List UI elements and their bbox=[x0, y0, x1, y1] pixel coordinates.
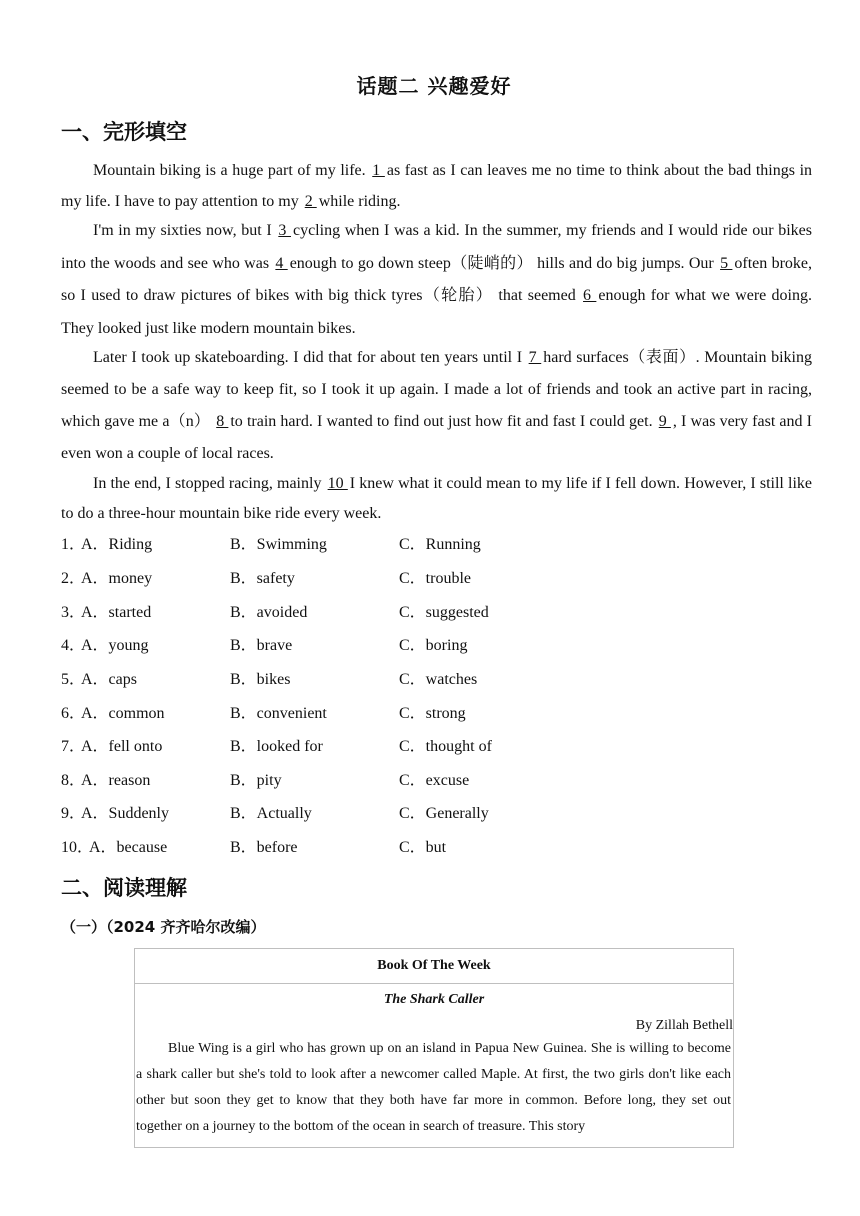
question-number: 9． bbox=[61, 805, 86, 822]
blank-5: 5 bbox=[720, 254, 733, 272]
option-b: B．Swimming bbox=[230, 536, 327, 553]
option-row-2 bbox=[61, 567, 761, 591]
option-c: C．suggested bbox=[399, 604, 489, 621]
question-number: 7． bbox=[61, 738, 86, 755]
question-number: 4． bbox=[61, 637, 86, 654]
option-b: B．brave bbox=[230, 637, 293, 654]
section-heading-cloze: 一、完形填空 bbox=[61, 120, 187, 144]
book-title: The Shark Caller bbox=[383, 992, 485, 1007]
blank-1: 1 bbox=[372, 162, 385, 179]
option-row-8 bbox=[61, 769, 761, 793]
text-run: to train hard. I wanted to find out just how fit and fast I could get. bbox=[230, 413, 657, 430]
book-description-text: Blue Wing is a girl who has grown up on an island in Papua New Guinea. She is willing to become a shark caller but she's told to look after a newcomer called Maple. At first, the two girls don't like each other but soon they get to know that they both have far more in common. Before long, they set out together on a journey to the bottom of the ocean in search of treasure. This story bbox=[136, 1041, 731, 1134]
blank-8: 8 bbox=[216, 413, 229, 430]
cloze-paragraph-1 bbox=[61, 155, 812, 217]
text-run: often broke, so I used to draw pictures of bikes with big thick tyres（轮胎） that seemed bbox=[61, 254, 813, 304]
option-row-6 bbox=[61, 702, 761, 726]
option-c: C．Generally bbox=[399, 805, 489, 822]
book-description bbox=[135, 1036, 733, 1140]
blank-7: 7 bbox=[528, 349, 542, 366]
blank-3: 3 bbox=[278, 222, 291, 239]
option-b: B．bikes bbox=[230, 671, 291, 688]
page-title: 话题二 兴趣爱好 bbox=[356, 74, 512, 98]
option-row-1 bbox=[61, 533, 761, 557]
cloze-paragraph-2 bbox=[61, 215, 812, 345]
section-heading-reading: 二、阅读理解 bbox=[61, 876, 187, 900]
option-c: C．but bbox=[399, 839, 447, 856]
book-box bbox=[134, 948, 734, 1148]
option-row-9 bbox=[61, 802, 761, 826]
question-number: 1． bbox=[61, 536, 86, 553]
book-box-header: Book Of The Week bbox=[135, 949, 733, 984]
blank-9: 9 bbox=[658, 413, 671, 430]
option-a: A．young bbox=[81, 637, 149, 654]
option-b: B．avoided bbox=[230, 604, 308, 621]
option-row-3 bbox=[61, 601, 761, 625]
option-c: C．watches bbox=[399, 671, 478, 688]
text-run: I'm in my sixties now, but I bbox=[93, 222, 277, 239]
question-number: 5． bbox=[61, 671, 86, 688]
text-run: In the end, I stopped racing, mainly bbox=[93, 475, 326, 492]
text-run: , I was very fast and I even won a couple of local races. bbox=[61, 413, 813, 462]
option-c: C．boring bbox=[399, 637, 468, 654]
option-a: A．caps bbox=[81, 671, 137, 688]
question-number: 6． bbox=[61, 705, 86, 722]
question-number: 2． bbox=[61, 570, 86, 587]
cloze-paragraph-3 bbox=[61, 342, 812, 470]
option-b: B．pity bbox=[230, 772, 282, 789]
option-b: B．convenient bbox=[230, 705, 327, 722]
option-b: B．safety bbox=[230, 570, 295, 587]
option-a: A．because bbox=[89, 839, 168, 856]
option-a: A．fell onto bbox=[81, 738, 163, 755]
blank-4: 4 bbox=[275, 254, 288, 272]
subsection-heading: （一）（2024 齐齐哈尔改编） bbox=[61, 918, 266, 936]
text-run: Mountain biking is a huge part of my life. bbox=[93, 162, 371, 179]
text-run: while riding. bbox=[318, 193, 401, 210]
text-run: enough for what we were doing. They looked just like modern mountain bikes. bbox=[61, 287, 813, 337]
option-c: C．excuse bbox=[399, 772, 470, 789]
option-a: A．started bbox=[81, 604, 152, 621]
cloze-paragraph-4 bbox=[61, 469, 812, 529]
question-number: 8． bbox=[61, 772, 86, 789]
option-a: A．Suddenly bbox=[81, 805, 170, 822]
option-a: A．money bbox=[81, 570, 153, 587]
option-a: A．reason bbox=[81, 772, 151, 789]
blank-2: 2 bbox=[304, 193, 317, 210]
text-run: enough to go down steep（陡峭的） hills and do big jumps. Our bbox=[289, 254, 719, 272]
option-c: C．Running bbox=[399, 536, 481, 553]
option-c: C．trouble bbox=[399, 570, 471, 587]
text-run: as fast as I can leaves me no time to think about the bad things in my life. I have to pay attention to my bbox=[61, 162, 813, 210]
option-c: C．strong bbox=[399, 705, 466, 722]
text-run: hard surfaces（表面）. Mountain biking seemed to be a safe way to keep fit, so I took it up again. I made a lot of friends and took an active part in racing, which gave me a（n） bbox=[61, 349, 812, 430]
text-run: I knew what it could mean to my life if I fell down. However, I still like to do a three-hour mountain bike ride every week. bbox=[61, 475, 813, 522]
option-row-4 bbox=[61, 634, 761, 658]
option-row-7 bbox=[61, 735, 761, 759]
option-row-5 bbox=[61, 668, 761, 692]
option-row-10 bbox=[61, 836, 761, 860]
blank-6: 6 bbox=[583, 287, 597, 304]
option-b: B．before bbox=[230, 839, 298, 856]
option-c: C．thought of bbox=[399, 738, 492, 755]
option-b: B．Actually bbox=[230, 805, 312, 822]
option-a: A．common bbox=[81, 705, 165, 722]
text-run: Later I took up skateboarding. I did that for about ten years until I bbox=[93, 349, 527, 366]
question-number: 3． bbox=[61, 604, 86, 621]
blank-10: 10 bbox=[327, 475, 348, 492]
text-run: cycling when I was a kid. In the summer, my friends and I would ride our bikes into the woods and see who was bbox=[61, 222, 812, 272]
option-a: A．Riding bbox=[81, 536, 153, 553]
option-b: B．looked for bbox=[230, 738, 323, 755]
question-number: 10． bbox=[61, 839, 94, 856]
book-author: By Zillah Bethell bbox=[635, 1018, 733, 1033]
